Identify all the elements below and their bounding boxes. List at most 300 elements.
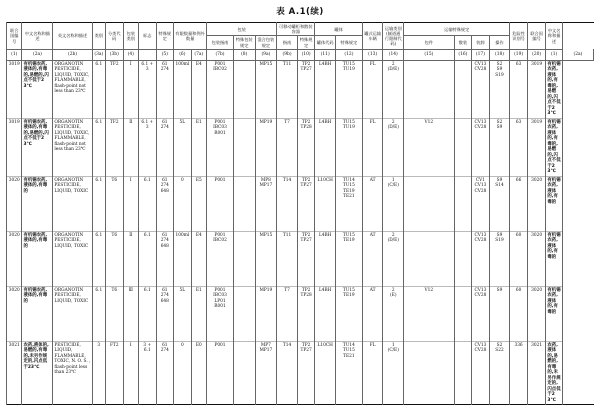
- cell-line: TU15: [342, 287, 355, 293]
- cell-classification-code: T6: [106, 231, 124, 286]
- page-title: 表 A.1(续): [276, 7, 324, 17]
- cell-line: 61: [162, 342, 168, 348]
- cell-excepted-quantity: E5: [191, 176, 206, 231]
- cell-line: TU14: [342, 177, 355, 183]
- column-code: (7b): [207, 49, 234, 60]
- cell-labels: [139, 286, 157, 341]
- cell-line: (D/E): [387, 238, 399, 244]
- cell-special-provisions: [156, 176, 174, 231]
- column-code: (7a): [191, 49, 206, 60]
- cell-pt-special: [297, 176, 315, 231]
- cell-line: TU15: [342, 183, 355, 189]
- cell-transport-category: [383, 176, 404, 231]
- cell-un-number-repeat: 3020: [527, 286, 546, 341]
- cell-un-number: 3021: [7, 341, 22, 405]
- cell-line: P001: [214, 119, 226, 125]
- cell-line: P001: [214, 177, 226, 183]
- cell-hazard-id: 63: [510, 60, 528, 118]
- cell-line: ORGANOTIN: [54, 177, 84, 183]
- cell-class: 6.1: [92, 60, 105, 118]
- cell-line: CV28: [474, 238, 487, 244]
- cell-labels: [139, 60, 157, 118]
- header-packaging: 包装: [207, 23, 277, 36]
- cell-line: 274: [160, 293, 169, 299]
- cell-mixed-packing: MP19: [255, 286, 277, 341]
- cell-line: S9: [496, 177, 503, 183]
- cell-line: CV28: [474, 188, 487, 194]
- cell-packing-instructions: [207, 118, 234, 176]
- cell-transport-category: [383, 231, 404, 286]
- cell-mixed-packing: MP15: [255, 60, 277, 118]
- header-ts-loading: 装卸: [472, 36, 490, 49]
- header-cn-name-repeat: 中文名称和描述: [546, 23, 563, 50]
- cell-line: IBC03: [213, 293, 227, 299]
- cell-class: 3: [92, 341, 105, 405]
- cell-line: 3: [145, 125, 149, 131]
- cell-line: than 23℃: [54, 370, 76, 376]
- cell-special-packing: [233, 286, 255, 341]
- cell-line: TP28: [300, 293, 312, 299]
- cell-line: R001: [214, 304, 226, 310]
- column-code: (4): [123, 49, 138, 60]
- cell-line: ORGANOTIN: [54, 287, 84, 293]
- cell-line: 61: [162, 177, 168, 183]
- cell-line: 61: [162, 119, 168, 125]
- cell-line: LIQUID, TOXIC: [54, 188, 89, 194]
- cell-line: TU15: [342, 119, 355, 125]
- cell-limited-quantity: 0: [174, 176, 192, 231]
- cell-line: TP27: [300, 238, 312, 244]
- cell-line: 648: [160, 243, 169, 249]
- cell-line: S9: [496, 232, 503, 238]
- cell-tank-special: [336, 118, 363, 176]
- cell-line: (E): [390, 293, 397, 299]
- cell-en-name: [53, 286, 92, 341]
- cell-line: (D/E): [387, 67, 399, 73]
- cell-tank-code: L4BH: [315, 286, 336, 341]
- cell-line: TP27: [300, 183, 312, 189]
- cell-line: P001: [214, 61, 226, 67]
- cell-line: (D/E): [387, 125, 399, 131]
- cell-line: S9: [496, 287, 503, 293]
- cell-line: 6.1: [143, 232, 151, 238]
- cell-packing-instructions: [207, 60, 234, 118]
- cell-mixed-packing: MP19: [255, 118, 277, 176]
- cell-line: 648: [160, 188, 169, 194]
- cell-ts-operation: [489, 118, 510, 176]
- cell-hazard-id: 60: [510, 286, 528, 341]
- cell-tank-code: L4BH: [315, 231, 336, 286]
- cell-line: (C/E): [387, 348, 399, 354]
- header-vehicle: 罐式运输车辆: [362, 23, 383, 50]
- cell-class: 6.1: [92, 231, 105, 286]
- cell-pt-instructions: T14: [277, 176, 298, 231]
- cell-un-number: 3019: [7, 118, 22, 176]
- cell-line: TP28: [300, 125, 312, 131]
- cell-line: TP27: [300, 348, 312, 354]
- cell-ts-operation: [489, 341, 510, 405]
- table-row: [7, 176, 594, 231]
- cell-en-name: [53, 176, 92, 231]
- cell-vehicle: AT: [362, 231, 383, 286]
- cell-line: CV28: [474, 125, 487, 131]
- cell-ts-operation: [489, 231, 510, 286]
- cell-ts-bulk: [454, 176, 472, 231]
- cell-packing-group: Ⅱ: [123, 231, 138, 286]
- cell-ts-packages: [404, 231, 455, 286]
- cell-tank-special: [336, 231, 363, 286]
- cell-line: 274: [160, 238, 169, 244]
- cell-classification-code: TF2: [106, 118, 124, 176]
- cell-line: CV28: [474, 293, 487, 299]
- cell-un-number-repeat: 3020: [527, 176, 546, 231]
- cell-line: 6.1: [143, 287, 151, 293]
- column-code: (9b): [277, 49, 298, 60]
- cell-line: S9: [496, 67, 503, 73]
- cell-un-number: 3020: [7, 231, 22, 286]
- cell-ts-packages: V12: [404, 286, 455, 341]
- cell-cn-name-repeat: 农药,液体的,易燃的,有毒的,未另作规定的,闪点低于23℃: [547, 342, 561, 403]
- cell-un-number-repeat: 3021: [527, 341, 546, 405]
- cell-pt-instructions: T11: [277, 60, 298, 118]
- column-code: (14): [383, 49, 404, 60]
- cell-line: 274: [160, 348, 169, 354]
- cell-cn-name-repeat: 有机锡农药,液体的,有毒的,易燃的,闪点不低于23℃: [547, 61, 561, 117]
- cell-hazard-id: 63: [510, 118, 528, 176]
- cell-limited-quantity: 5L: [174, 118, 192, 176]
- cell-classification-code: T6: [106, 176, 124, 231]
- cell-vehicle: AT: [362, 286, 383, 341]
- cell-vehicle: FL: [362, 60, 383, 118]
- header-tank-code: 罐体代码: [315, 36, 336, 49]
- cell-classification-code: FT2: [106, 341, 124, 405]
- header-hazard-id: 危险性识别号: [510, 23, 528, 50]
- header-transport-special: 运输特殊规定: [404, 23, 510, 36]
- cell-cn-name-repeat: 有机锡农药,液体的,有毒的,易燃的,闪点不低于23℃: [547, 119, 561, 175]
- cell-tank-special: [336, 60, 363, 118]
- cell-line: LIQUID, TOXIC,: [54, 130, 90, 136]
- cell-packing-group: Ⅱ: [123, 118, 138, 176]
- column-code: (20): [527, 49, 546, 60]
- cell-pt-instructions: T7: [277, 118, 298, 176]
- table-row: [7, 286, 594, 341]
- cell-line: IBC03: [213, 125, 227, 131]
- cell-limited-quantity: 5L: [174, 286, 192, 341]
- cell-en-name: [53, 341, 92, 405]
- column-code: (2b): [53, 49, 92, 60]
- cell-line: CV13: [474, 183, 487, 189]
- header-portable-tanks: 可移动罐柜和散装容器: [277, 23, 315, 36]
- header-un-number-repeat: 联合国编号: [527, 23, 546, 50]
- cell-class: 6.1: [92, 286, 105, 341]
- cell-pt-instructions: T11: [277, 231, 298, 286]
- cell-ts-loading: [472, 60, 490, 118]
- cell-cn-name-repeat: 有机锡农药,液体的,有毒的: [546, 176, 563, 231]
- cell-line: 274: [160, 67, 169, 73]
- cell-pt-instructions: T7: [277, 286, 298, 341]
- cell-en-name: [53, 231, 92, 286]
- header-un-number: 联合国编号: [7, 23, 22, 50]
- cell-excepted-quantity: E4: [191, 60, 206, 118]
- cell-line: S19: [495, 72, 504, 78]
- cell-ts-bulk: [454, 231, 472, 286]
- cell-packing-instructions: [207, 176, 234, 231]
- cell-line: TE21: [343, 194, 355, 200]
- cell-packing-instructions: [207, 231, 234, 286]
- column-code: (15): [404, 49, 455, 60]
- cell-line: TP27: [300, 67, 312, 73]
- header-mixed-packing: 混合包装规定: [255, 36, 277, 49]
- cell-line: flash-point less: [54, 364, 88, 370]
- cell-line: CV13: [474, 61, 487, 67]
- header-special-packing: 特殊包装规定: [233, 36, 255, 49]
- cell-excepted-quantity: E0: [191, 341, 206, 405]
- header-tank: 罐体: [315, 23, 362, 36]
- cell-line: P001: [214, 232, 226, 238]
- header-class: 类别: [92, 23, 105, 50]
- cell-line: PESTICIDE,: [54, 238, 81, 244]
- cell-line: ORGANOTIN: [54, 61, 84, 67]
- cell-en-name: [53, 60, 92, 118]
- cell-ts-loading: [472, 176, 490, 231]
- cell-line: CV13: [474, 342, 487, 348]
- cell-un-number-repeat: 3020: [527, 231, 546, 286]
- cell-line: S14: [495, 183, 504, 189]
- cell-pt-instructions: T14: [277, 341, 298, 405]
- header-packing-instructions: 包装指南: [207, 36, 234, 49]
- cell-packing-instructions: [207, 341, 234, 405]
- cell-line: TU14: [342, 342, 355, 348]
- cell-transport-category: [383, 118, 404, 176]
- cell-line: PESTICIDE,: [54, 293, 81, 299]
- cell-transport-category: [383, 286, 404, 341]
- cell-tank-code: L4BH: [315, 60, 336, 118]
- cell-cn-name: 有机锡农药,液体的,有毒的: [22, 176, 53, 231]
- cell-un-number: 3020: [7, 286, 22, 341]
- cell-line: TP2: [301, 342, 311, 348]
- header-limited-excepted: 有限数量和例外数量: [174, 23, 207, 50]
- cell-vehicle: AT: [362, 176, 383, 231]
- cell-un-number: 3019: [7, 60, 22, 118]
- cell-tank-code: L10CH: [315, 176, 336, 231]
- cell-line: LIQUID, TOXIC: [54, 243, 89, 249]
- cell-line: flash-point not: [54, 83, 86, 89]
- cell-tank-special: [336, 176, 363, 231]
- cell-line: flash-point not: [54, 141, 86, 147]
- cell-class: 6.1: [92, 176, 105, 231]
- cell-cn-name-repeat: 有机锡农药,液体的,有毒的: [546, 286, 563, 341]
- table-row: [7, 60, 594, 118]
- cell-classification-code: T6: [106, 286, 124, 341]
- column-code-row: [7, 49, 594, 60]
- cell-tank-special: [336, 286, 363, 341]
- cell-line: 1: [391, 342, 395, 348]
- cell-line: S2: [496, 342, 503, 348]
- cell-ts-bulk: [454, 341, 472, 405]
- cell-line: 3 +: [143, 342, 152, 348]
- cell-special-packing: [233, 118, 255, 176]
- cell-line: FLAMMABLE,: [54, 78, 86, 84]
- cell-tank-code: L4BH: [315, 118, 336, 176]
- cell-line: 274: [160, 183, 169, 189]
- cell-line: CV1: [475, 177, 485, 183]
- cell-line: 6.1: [143, 348, 151, 354]
- column-code: (9a): [255, 49, 277, 60]
- cell-excepted-quantity: E1: [191, 286, 206, 341]
- cell-packing-group: Ⅰ: [123, 341, 138, 405]
- cell-line: TP2: [301, 232, 311, 238]
- cell-ts-bulk: [454, 286, 472, 341]
- cell-excepted-quantity: E4: [191, 231, 206, 286]
- column-code: (10): [297, 49, 315, 60]
- cell-mixed-packing: MP15: [255, 231, 277, 286]
- cell-line: CV28: [474, 348, 487, 354]
- cell-limited-quantity: 0: [174, 341, 192, 405]
- cell-line: 2: [391, 232, 395, 238]
- header-pt-instructions: 指南: [277, 36, 298, 49]
- cell-special-provisions: [156, 60, 174, 118]
- cell-special-provisions: [156, 231, 174, 286]
- header-ts-bulk: 散装: [454, 36, 472, 49]
- cell-special-provisions: [156, 118, 174, 176]
- cell-class: 6.1: [92, 118, 105, 176]
- cell-un-number: 3020: [7, 176, 22, 231]
- column-code-pad: [139, 49, 157, 60]
- cell-hazard-id: 60: [510, 231, 528, 286]
- cell-line: CV13: [474, 232, 487, 238]
- cell-cn-name: 有机锡农药,液体的,有毒的: [22, 286, 53, 341]
- cell-line: 274: [160, 125, 169, 131]
- header-ts-packages: 包件: [404, 36, 455, 49]
- cell-un-number-repeat: 3019: [527, 118, 546, 176]
- cell-line: 2: [391, 119, 395, 125]
- cell-special-packing: [233, 60, 255, 118]
- cell-line: TE21: [343, 353, 355, 359]
- column-code: (17): [472, 49, 490, 60]
- cell-packing-group: Ⅰ: [123, 60, 138, 118]
- column-code: (1): [546, 49, 563, 60]
- cell-cn-name: 有机锡农药,液体的,有毒的,易燃的,闪点不低于23℃: [22, 60, 53, 118]
- cell-line: ORGANOTIN: [54, 119, 84, 125]
- cell-pt-special: [297, 286, 315, 341]
- cell-line: PESTICIDE,: [54, 125, 81, 131]
- cell-line: PESTICIDE,: [54, 342, 81, 348]
- cell-transport-category: [383, 341, 404, 405]
- cell-ts-operation: [489, 60, 510, 118]
- cell-line: S2: [496, 61, 503, 67]
- header-classification-code: 分类代码: [106, 23, 124, 50]
- cell-line: S19: [495, 238, 504, 244]
- column-code: (8): [233, 49, 255, 60]
- cell-excepted-quantity: E1: [191, 118, 206, 176]
- cell-line: TE19: [343, 293, 355, 299]
- cell-line: (C/E): [387, 183, 399, 189]
- cell-line: R001: [214, 130, 226, 136]
- cell-line: PESTICIDE,: [54, 67, 81, 73]
- cell-ts-operation: [489, 286, 510, 341]
- cell-line: IBC02: [213, 67, 227, 73]
- cell-line: P001: [214, 287, 226, 293]
- cell-ts-packages: [404, 60, 455, 118]
- cell-line: IBC02: [213, 238, 227, 244]
- cell-line: 61: [162, 232, 168, 238]
- cell-cn-name: 有机锡农药,液体的,有毒的,易燃的,闪点不低于23℃: [22, 118, 53, 176]
- column-code: (13): [362, 49, 383, 60]
- cell-line: P001: [214, 342, 226, 348]
- cell-ts-packages: V12: [404, 118, 455, 176]
- cell-line: S9: [496, 125, 503, 131]
- cell-line: LIQUID,: [54, 348, 73, 354]
- cell-line: S2: [496, 119, 503, 125]
- cell-transport-category: [383, 60, 404, 118]
- column-code: (12): [336, 49, 363, 60]
- header-tank-special: 特殊规定: [336, 36, 363, 49]
- cell-line: TU15: [342, 348, 355, 354]
- cell-line: 6.1 +: [141, 61, 154, 67]
- cell-line: PESTICIDE,: [54, 183, 81, 189]
- cell-line: less than 23℃: [54, 147, 86, 153]
- cell-line: TU15: [342, 61, 355, 67]
- cell-line: 6.1 +: [141, 119, 154, 125]
- cell-labels: [139, 118, 157, 176]
- column-code: (2a): [22, 49, 53, 60]
- cell-line: TU19: [342, 67, 355, 73]
- cell-line: TP2: [301, 61, 311, 67]
- cell-labels: [139, 231, 157, 286]
- cell-vehicle: FL: [362, 118, 383, 176]
- cell-line: FLAMMABLE,: [54, 136, 86, 142]
- cell-packing-group: Ⅲ: [123, 286, 138, 341]
- cell-special-packing: [233, 341, 255, 405]
- cell-special-provisions: [156, 341, 174, 405]
- header-special-provisions: 特殊规定: [156, 23, 174, 50]
- cell-line: CV13: [474, 287, 487, 293]
- cell-ts-packages: [404, 341, 455, 405]
- cell-line: less than 23℃: [54, 89, 86, 95]
- table-row: [7, 341, 594, 405]
- header-labels: 标志: [139, 23, 157, 50]
- cell-special-packing: [233, 176, 255, 231]
- cell-un-number-repeat: 3019: [527, 60, 546, 118]
- cell-line: ORGANOTIN: [54, 232, 84, 238]
- cell-line: CV28: [474, 67, 487, 73]
- cell-cn-name-repeat: 有机锡农药,液体的,有毒的: [546, 231, 563, 286]
- cell-ts-loading: [472, 231, 490, 286]
- cell-mixed-packing: MP7 MP17: [255, 341, 277, 405]
- table-row: [7, 118, 594, 176]
- column-code: (3b): [106, 49, 124, 60]
- cell-hazard-id: 66: [510, 176, 528, 231]
- header-ts-operation: 操作: [489, 36, 510, 49]
- cell-line: TU19: [342, 125, 355, 131]
- column-code: (16): [454, 49, 472, 60]
- cell-line: LIQUID, TOXIC: [54, 298, 89, 304]
- cell-ts-loading: [472, 286, 490, 341]
- table-row: [7, 231, 594, 286]
- cell-ts-loading: [472, 118, 490, 176]
- cell-line: 3: [145, 67, 149, 73]
- cell-tank-code: L10CH: [315, 341, 336, 405]
- cell-ts-operation: [489, 176, 510, 231]
- cell-line: FLAMMABLE,: [54, 353, 86, 359]
- cell-line: TP2: [301, 177, 311, 183]
- cell-line: 61: [162, 61, 168, 67]
- cell-limited-quantity: 100ml: [174, 60, 192, 118]
- cell-cn-name: 有机锡农药,液体的,有毒的: [22, 231, 53, 286]
- cell-ts-bulk: [454, 60, 472, 118]
- cell-line: CV13: [474, 119, 487, 125]
- column-code: (19): [510, 49, 528, 60]
